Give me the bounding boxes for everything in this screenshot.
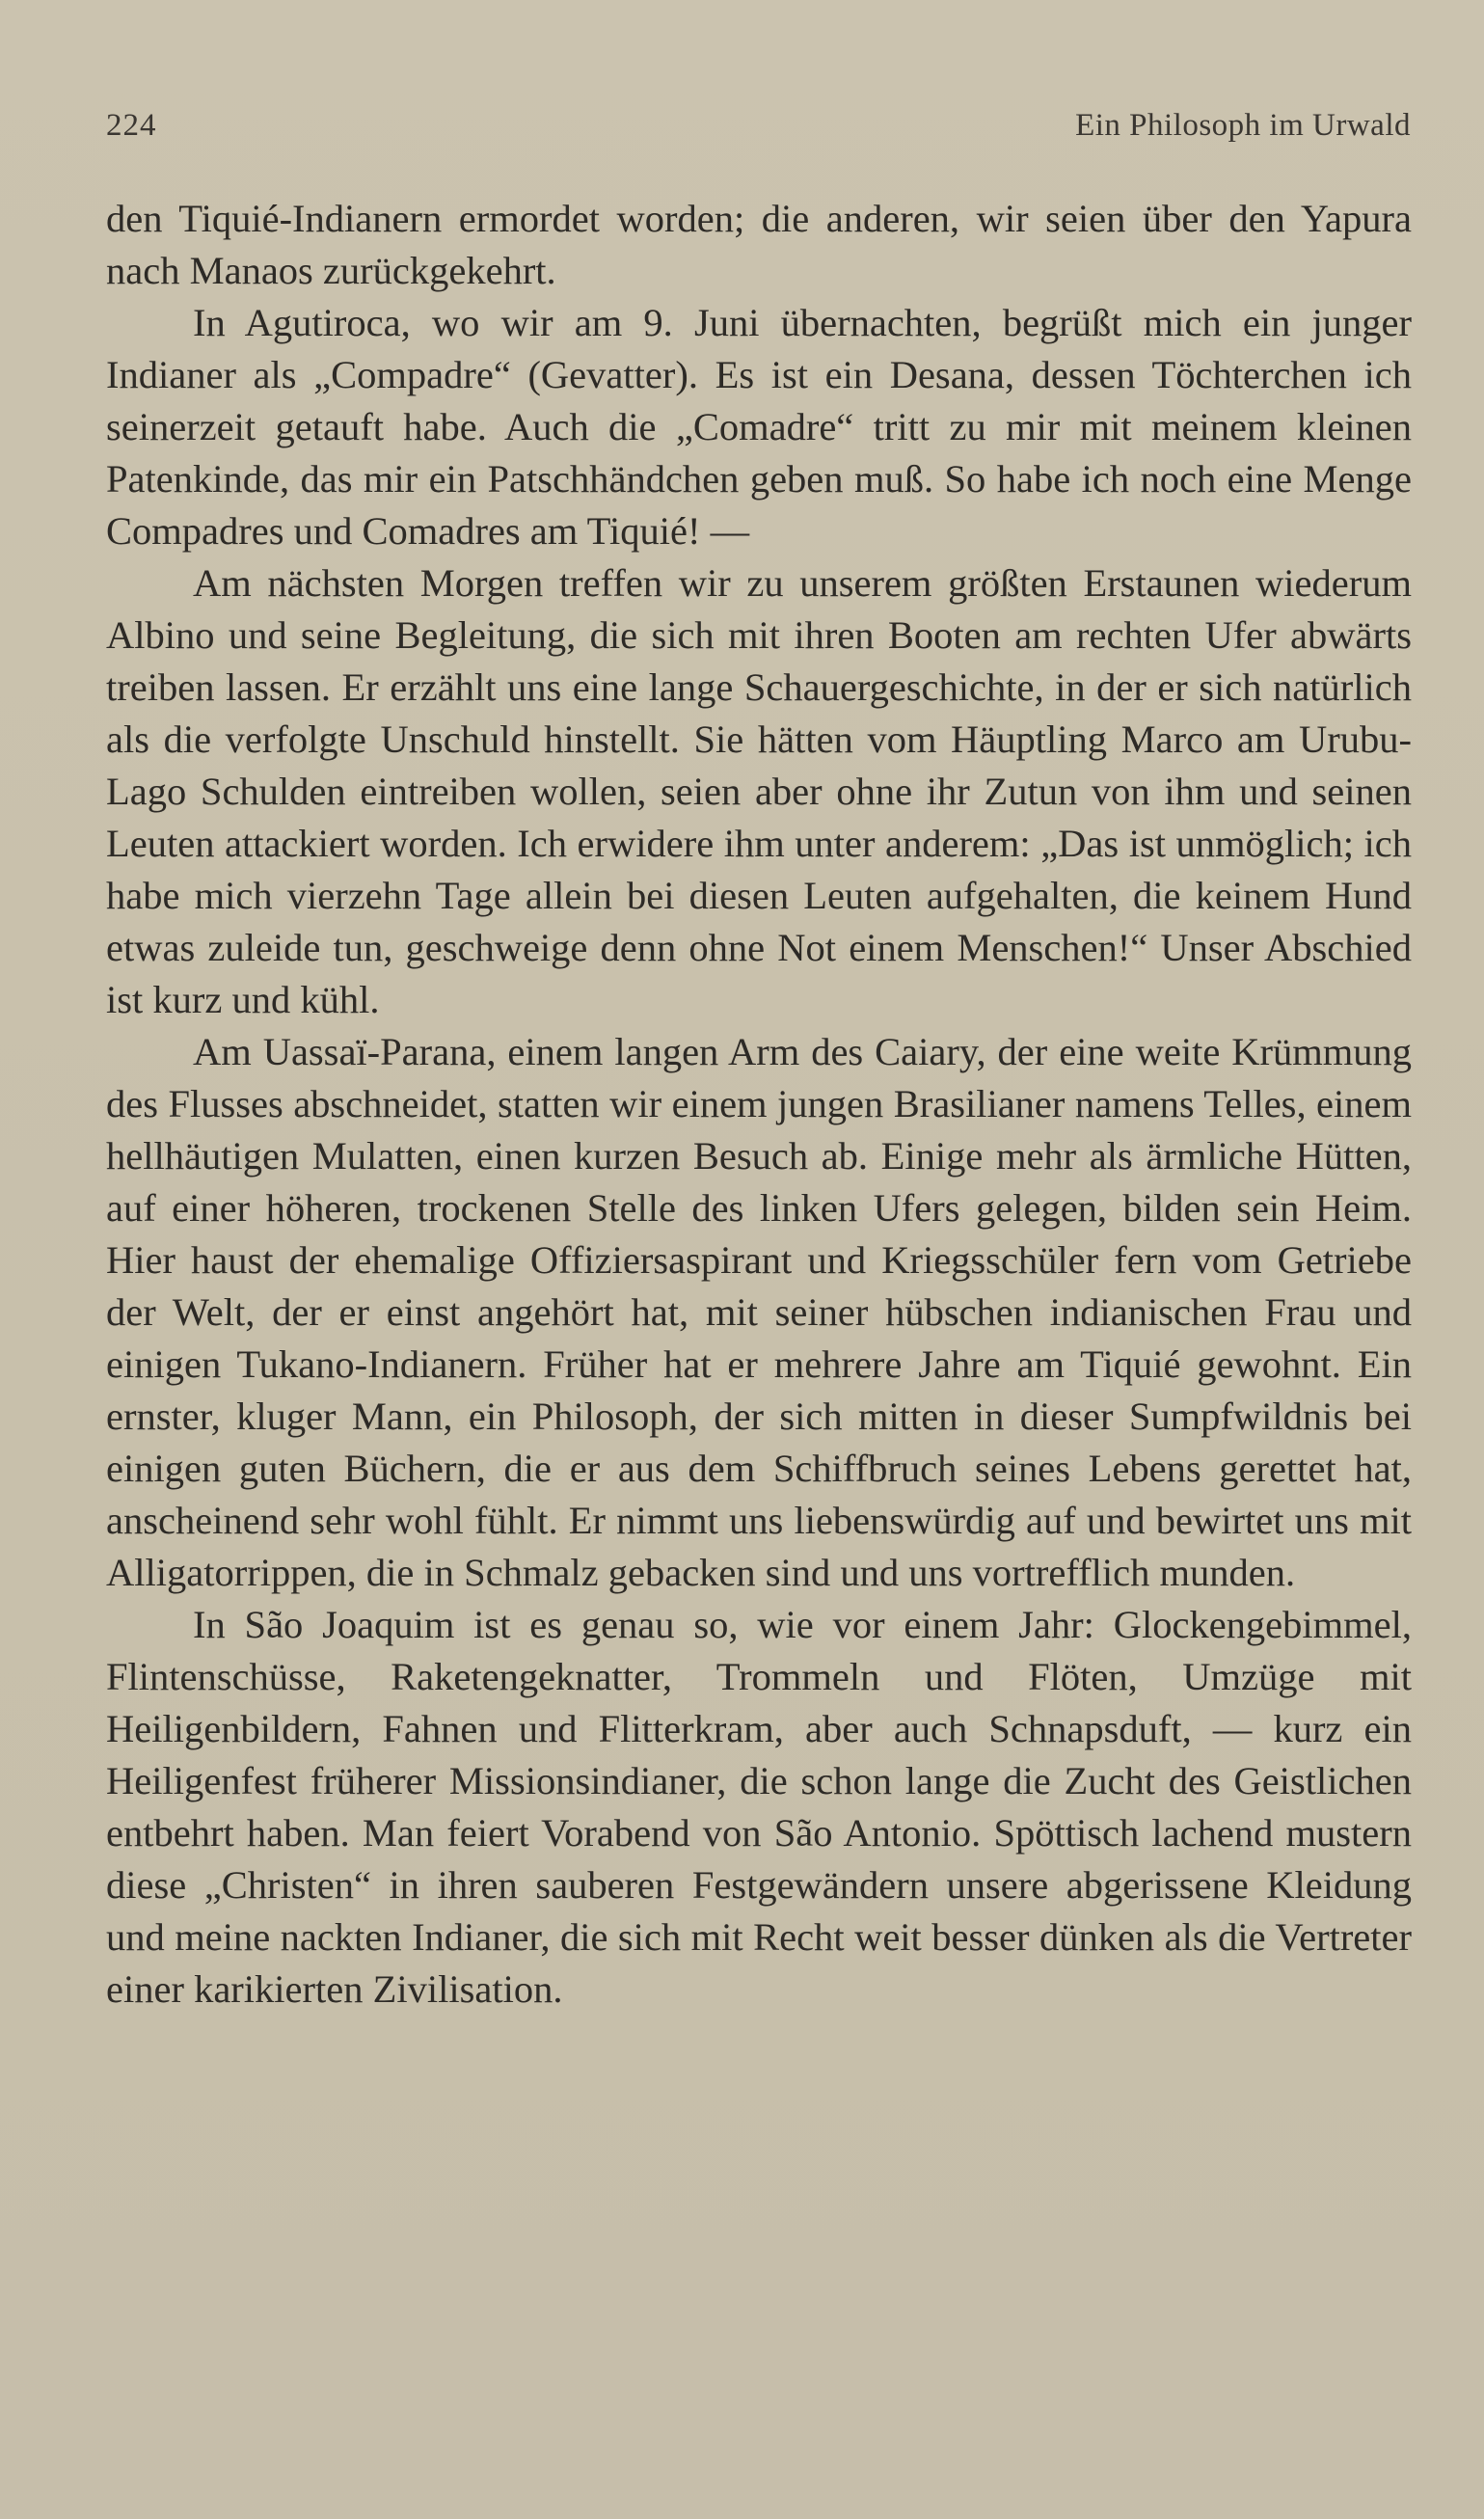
running-head: [106, 108, 1411, 150]
paragraph-agutiroca: In Agutiroca, wo wir am 9. Juni übernachten, begrüßt mich ein junger Indianer als „Compadre“ (Gevatter). Es ist ein Desana, dessen Töchterchen ich seinerzeit getauft habe. Auch die „Comadre“ tritt zu mir mit meinem kleinen Patenkinde, das mir ein Patschhändchen geben muß. So habe ich noch eine Menge Compadres und Comadres am Tiquié! —: [106, 301, 1412, 553]
body-text: [106, 193, 1412, 2016]
running-title: Ein Philosoph im Urwald: [1075, 108, 1411, 143]
page-number: 224: [106, 108, 157, 143]
paragraph-continuation: den Tiquié-Indianern ermordet worden; die anderen, wir seien über den Yapura nach Manaos zurückgekehrt.: [106, 197, 1412, 292]
paragraph-albino: Am nächsten Morgen treffen wir zu unserem größten Erstaunen wiederum Albino und seine Begleitung, die sich mit ihren Booten am rechten Ufer abwärts treiben lassen. Er erzählt uns eine lange Schauergeschichte, in der er sich natürlich als die verfolgte Unschuld hinstellt. Sie hätten vom Häuptling Marco am Urubu-Lago Schulden eintreiben wollen, seien aber ohne ihr Zutun von ihm und seinen Leuten attackiert worden. Ich erwidere ihm unter anderem: „Das ist unmöglich; ich habe mich vierzehn Tage allein bei diesen Leuten aufgehalten, die keinem Hund etwas zuleide tun, geschweige denn ohne Not einem Menschen!“ Unser Abschied ist kurz und kühl.: [106, 561, 1412, 1021]
paragraph-sao-joaquim: In São Joaquim ist es genau so, wie vor einem Jahr: Glockengebimmel, Flintenschüsse, Raketengeknatter, Trommeln und Flöten, Umzüge mit Heiligenbildern, Fahnen und Flitterkram, aber auch Schnapsduft, — kurz ein Heiligenfest früherer Missionsindianer, die schon lange die Zucht des Geistlichen entbehrt haben. Man feiert Vorabend von São Antonio. Spöttisch lachend mustern diese „Christen“ in ihren sauberen Festgewändern unsere abgerissene Kleidung und meine nackten Indianer, die sich mit Recht weit besser dünken als die Vertreter einer karikierten Zivilisation.: [106, 1603, 1412, 2011]
paragraph-uassai-parana: Am Uassaï-Parana, einem langen Arm des Caiary, der eine weite Krümmung des Flusses abschneidet, statten wir einem jungen Brasilianer namens Telles, einem hellhäutigen Mulatten, einen kurzen Besuch ab. Einige mehr als ärmliche Hütten, auf einer höheren, trockenen Stelle des linken Ufers gelegen, bilden sein Heim. Hier haust der ehemalige Offiziersaspirant und Kriegsschüler fern vom Getriebe der Welt, der er einst angehört hat, mit seiner hübschen indianischen Frau und einigen Tukano-Indianern. Früher hat er mehrere Jahre am Tiquié gewohnt. Ein ernster, kluger Mann, ein Philosoph, der sich mitten in dieser Sumpfwildnis bei einigen guten Büchern, die er aus dem Schiffbruch seines Lebens gerettet hat, anscheinend sehr wohl fühlt. Er nimmt uns liebenswürdig auf und bewirtet uns mit Alligatorrippen, die in Schmalz gebacken sind und uns vortrefflich munden.: [106, 1030, 1412, 1594]
